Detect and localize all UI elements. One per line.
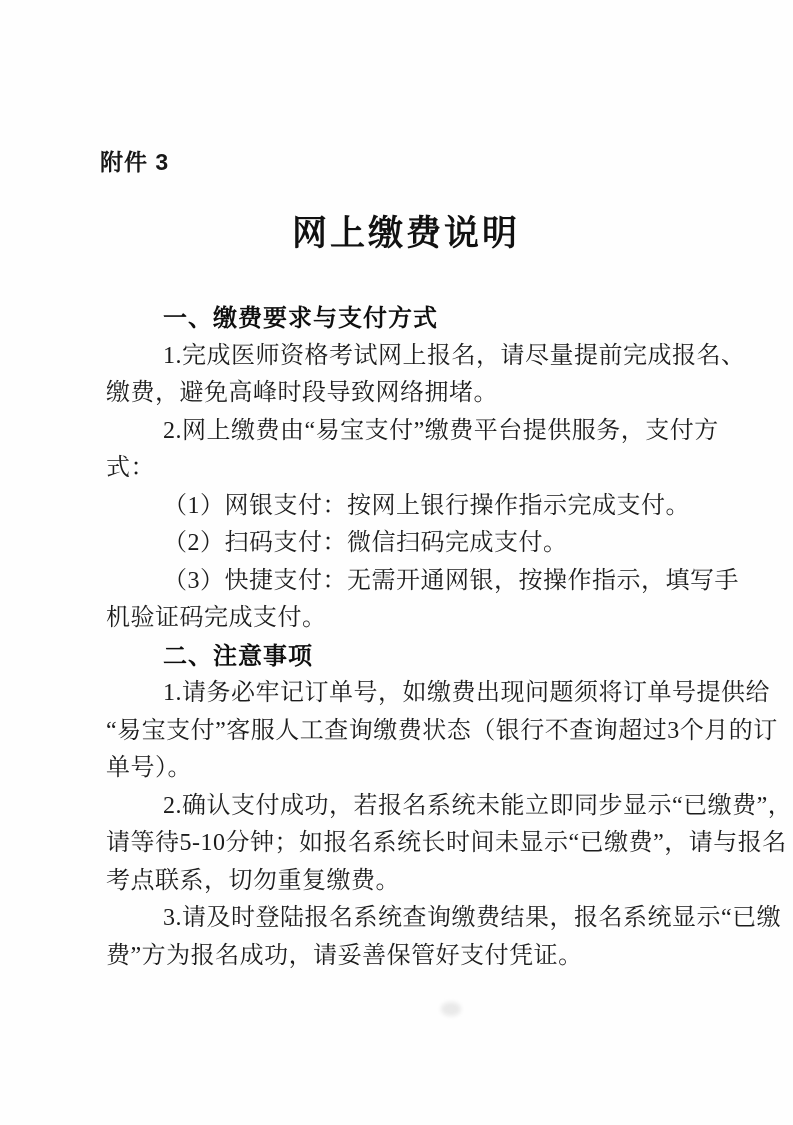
section-heading-payment: 一、缴费要求与支付方式 [163,305,438,332]
text-line: 费”方为报名成功，请妥善保管好支付凭证。 [106,942,583,969]
text-line: 1.完成医师资格考试网上报名，请尽量提前完成报名、 [163,342,746,369]
text-line: 单号）。 [106,755,192,781]
text-line: 1.请务必牢记订单号，如缴费出现问题须将订单号提供给 [163,680,770,706]
text-line: （2）扫码支付：微信扫码完成支付。 [163,530,568,556]
text-line: 缴费，避免高峰时段导致网络拥堵。 [106,380,498,406]
text-line: （3）快捷支付：无需开通网银，按操作指示，填写手 [163,567,739,594]
document-body [106,300,793,975]
attachment-label: 附件 3 [100,149,170,175]
text-line: 2.网上缴费由“易宝支付”缴费平台提供服务，支付方 [163,417,719,444]
text-line: （1）网银支付：按网上银行操作指示完成支付。 [163,492,690,519]
text-line: 考点联系，切勿重复缴费。 [106,867,400,894]
text-line: 请等待5-10分钟；如报名系统长时间未显示“已缴费”，请与报名 [106,830,787,856]
text-line: 3.请及时登陆报名系统查询缴费结果，报名系统显示“已缴 [163,905,782,931]
text-line: “易宝支付”客服人工查询缴费状态（银行不查询超过3个月的订 [106,717,778,744]
scan-artifact [441,1002,461,1016]
section-heading-notes: 二、注意事项 [163,642,313,670]
text-line: 机验证码完成支付。 [106,605,327,631]
page-title: 网上缴费说明 [291,214,520,253]
text-line: 2.确认支付成功，若报名系统未能立即同步显示“已缴费”， [163,792,793,819]
text-line: 式： [106,455,155,481]
